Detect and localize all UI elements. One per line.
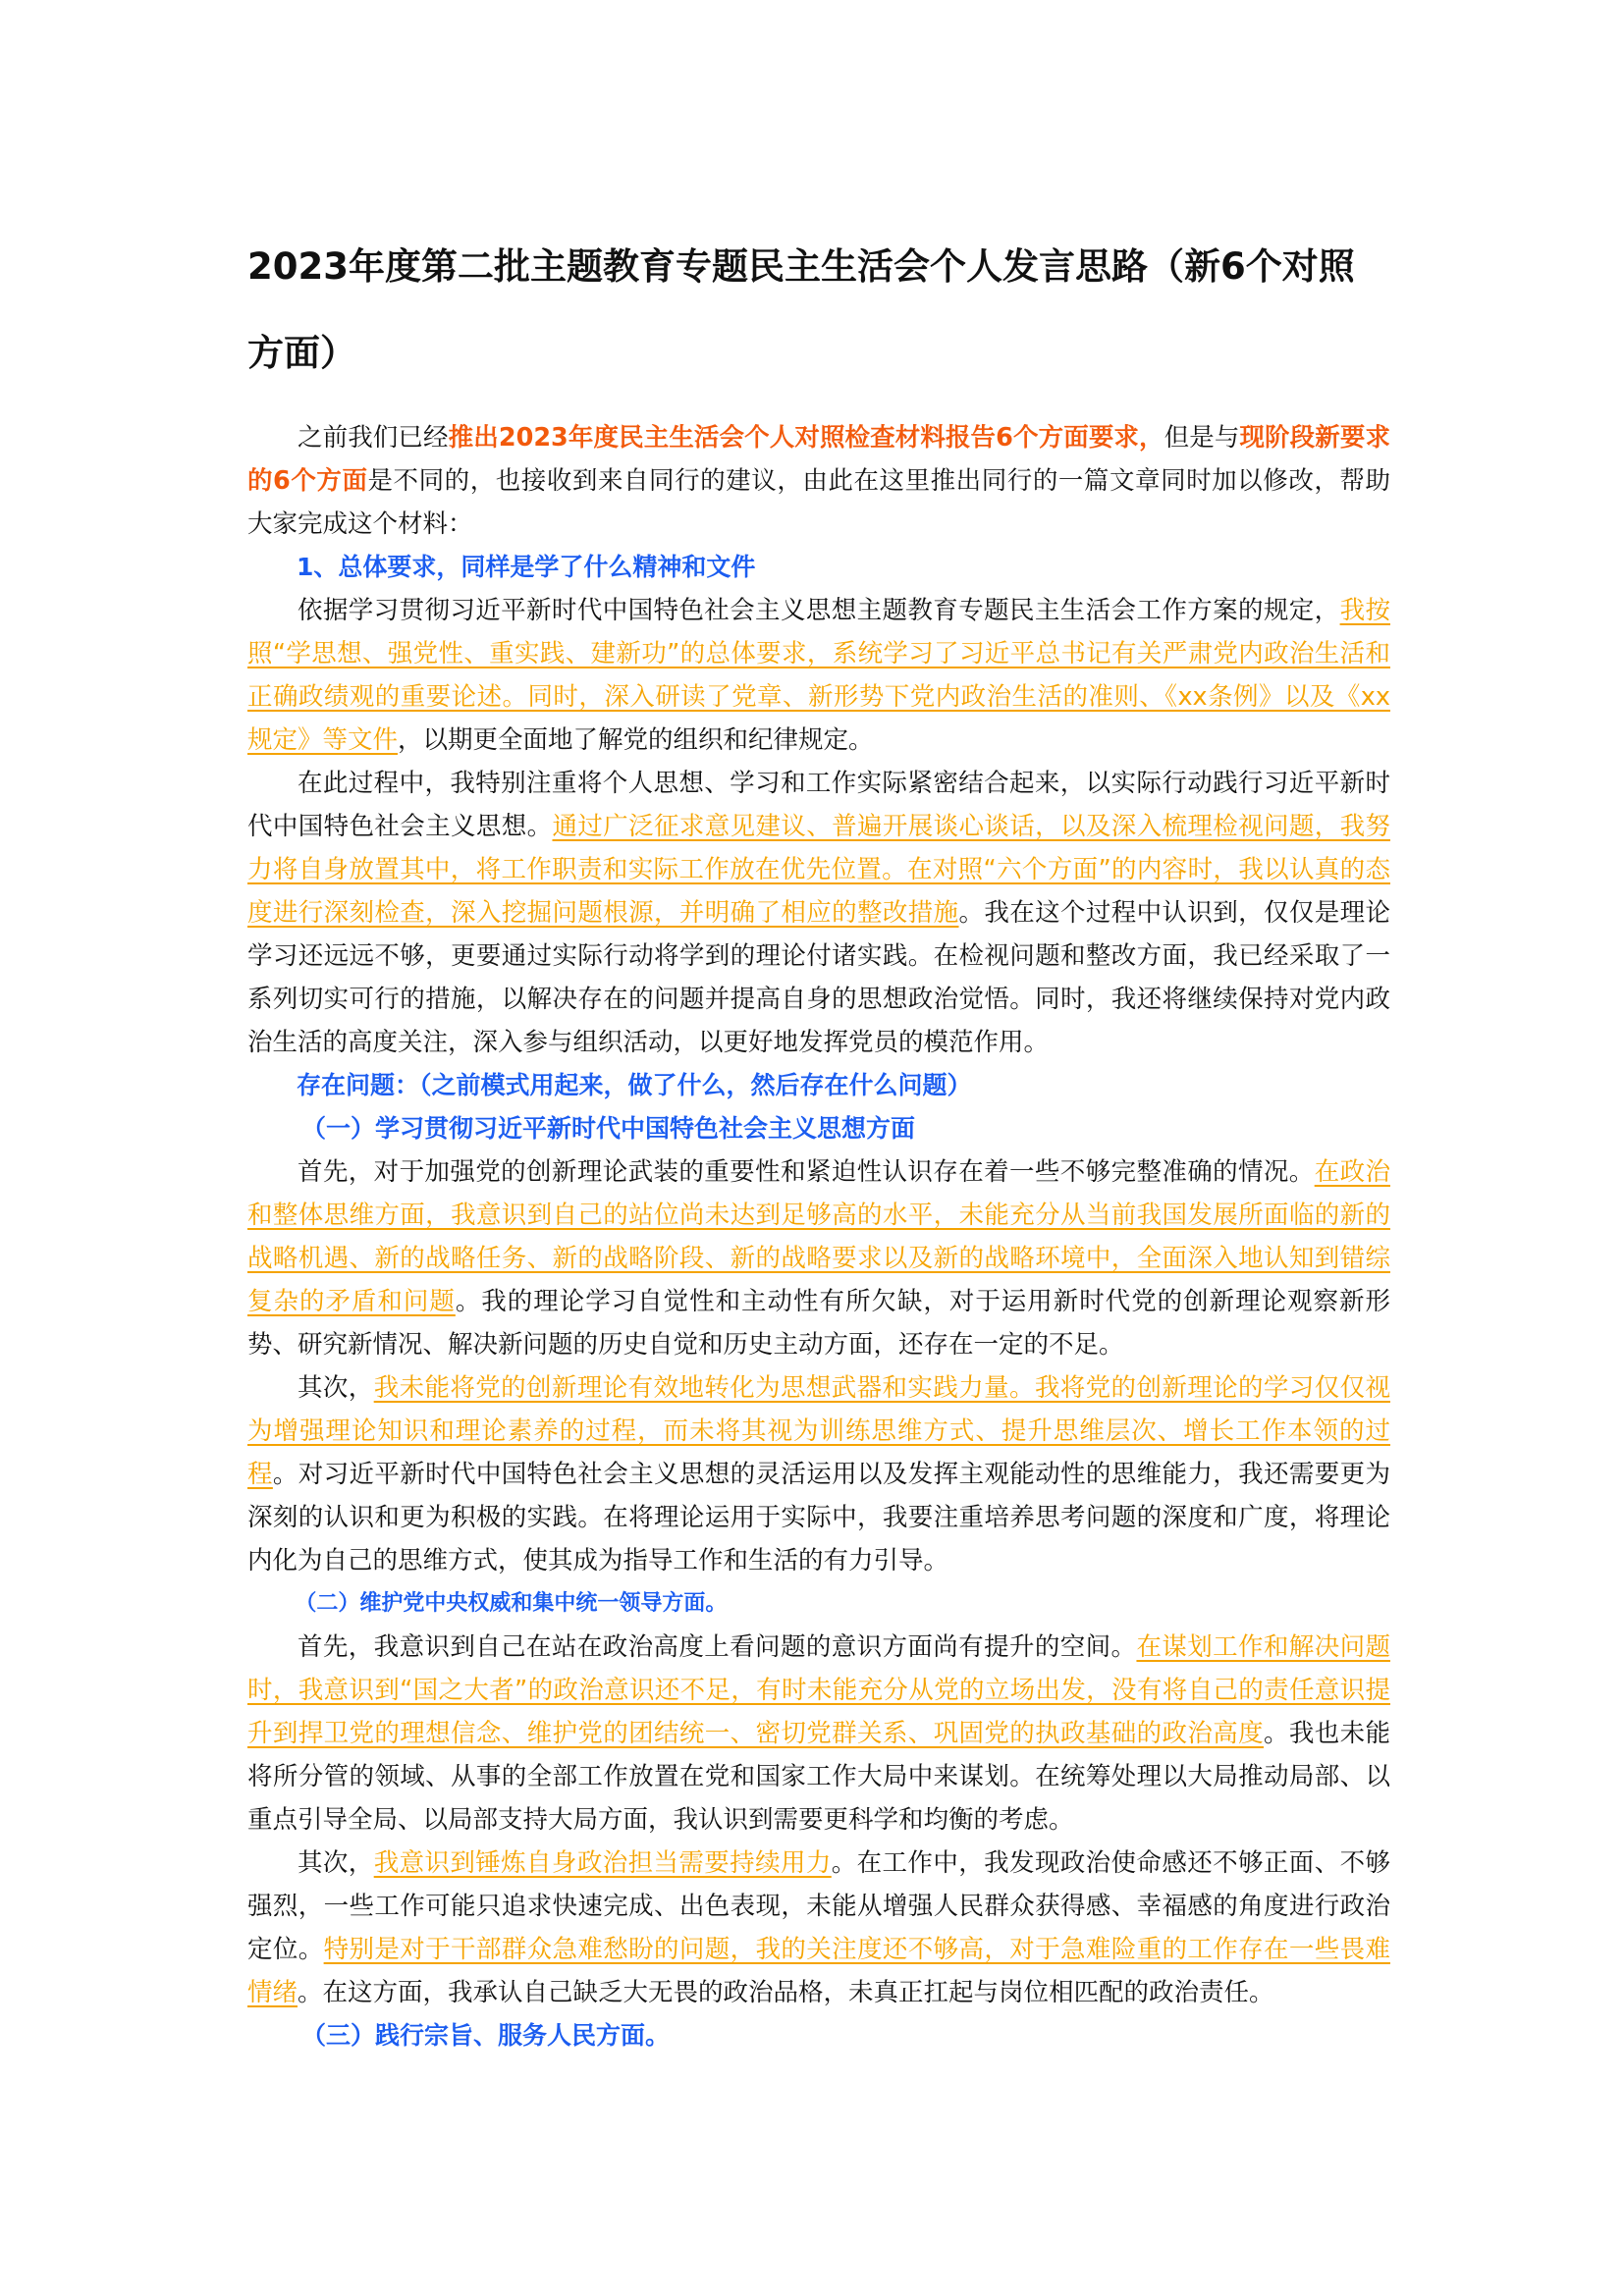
- text-run: 。我的理论学习自觉性和主动性有所欠缺，对于运用新时代党的创新理论观察新形势、研究新情况、解决新问题的历史自觉和历史主动方面，还存在一定的不足。: [247, 1287, 1390, 1360]
- highlighted-text: 我按照“学思想、强党性、重实践、建新功”的总体要求，系统学习了习近平总书记有关严肃党内政治生活和正确政绩观的重要论述。同时，深入研读了党章、新形势下党内政治生活的准则、《xx条例》以及《xx规定》等文件: [247, 596, 1390, 755]
- emphasis-text: 现阶段新要求的6个方面: [247, 423, 1390, 496]
- heading-section-3: [247, 2014, 1390, 2057]
- paragraph: [247, 589, 1390, 762]
- paragraph: [247, 1626, 1390, 1842]
- text-run: （三）践行宗旨、服务人民方面。: [301, 2021, 671, 2050]
- document-title: 2023年度第二批主题教育专题民主生活会个人发言思路（新6个对照方面）: [247, 245, 1355, 374]
- text-run: 在此过程中，我特别注重将个人思想、学习和工作实际紧密结合起来，以实际行动践行习近平新时代中国特色社会主义思想。: [247, 769, 1390, 841]
- heading-existing-problems: [247, 1064, 1390, 1107]
- paragraph: [247, 762, 1390, 1064]
- text-run: 之前我们已经: [298, 423, 449, 453]
- heading-general-requirements: [247, 546, 1390, 589]
- text-run: 1、总体要求，同样是学了什么精神和文件: [297, 553, 756, 581]
- paragraph: [247, 1842, 1390, 2014]
- text-run: 。我在这个过程中认识到，仅仅是理论学习还远远不够，更要通过实际行动将学到的理论付诸实践。在检视问题和整改方面，我已经采取了一系列切实可行的措施，以解决存在的问题并提高自身的思想政治觉悟。同时，我还将继续保持对党内政治生活的高度关注，深入参与组织活动，以更好地发挥党员的模范作用。: [247, 898, 1390, 1057]
- text-run: 首先，对于加强党的创新理论武装的重要性和紧迫性认识存在着一些不够完整准确的情况。: [298, 1157, 1315, 1187]
- text-run: （一）学习贯彻习近平新时代中国特色社会主义思想方面: [301, 1114, 916, 1143]
- text-run: 其次，: [298, 1848, 374, 1878]
- text-run: 。我也未能将所分管的领域、从事的全部工作放置在党和国家工作大局中来谋划。在统筹处理以大局推动局部、以重点引导全局、以局部支持大局方面，我认识到需要更科学和均衡的考虑。: [247, 1719, 1390, 1835]
- text-run: 存在问题：（之前模式用起来，做了什么，然后存在什么问题）: [297, 1071, 972, 1099]
- text-run: 依据学习贯彻习近平新时代中国特色社会主义思想主题教育专题民主生活会工作方案的规定，: [298, 596, 1340, 625]
- highlighted-text: 特别是对于干部群众急难愁盼的问题，我的关注度还不够高，对于急难险重的工作存在一些畏难情绪: [247, 1935, 1390, 2007]
- document-body: [247, 416, 1390, 2057]
- highlighted-text: 在谋划工作和解决问题时，我意识到“国之大者”的政治意识还不足，有时未能充分从党的立场出发，没有将自己的责任意识提升到捍卫党的理想信念、维护党的团结统一、密切党群关系、巩固党的执政基础的政治高度: [247, 1632, 1390, 1748]
- text-run: 。对习近平新时代中国特色社会主义思想的灵活运用以及发挥主观能动性的思维能力，我还需要更为深刻的认识和更为积极的实践。在将理论运用于实际中，我要注重培养思考问题的深度和广度，将理论内化为自己的思维方式，使其成为指导工作和生活的有力引导。: [247, 1460, 1390, 1575]
- text-run: 。在这方面，我承认自己缺乏大无畏的政治品格，未真正扛起与岗位相匹配的政治责任。: [298, 1978, 1274, 2007]
- document-page: [247, 224, 1390, 2057]
- intro-paragraph: [247, 416, 1390, 546]
- text-run: （二）维护党中央权威和集中统一领导方面。: [295, 1591, 728, 1616]
- emphasis-text: 推出2023年度民主生活会个人对照检查材料报告6个方面要求，: [448, 423, 1164, 453]
- heading-section-2: [247, 1582, 1390, 1626]
- heading-section-1: [247, 1107, 1390, 1150]
- highlighted-text: 我意识到锤炼自身政治担当需要持续用力: [373, 1848, 832, 1878]
- text-run: 。在工作中，我发现政治使命感还不够正面、不够强烈，一些工作可能只追求快速完成、出色表现，未能从增强人民群众获得感、幸福感的角度进行政治定位。: [247, 1848, 1390, 1964]
- highlighted-text: 在政治和整体思维方面，我意识到自己的站位尚未达到足够高的水平，未能充分从当前我国发展所面临的新的战略机遇、新的战略任务、新的战略阶段、新的战略要求以及新的战略环境中，全面深入地认知到错综复杂的矛盾和问题: [247, 1157, 1390, 1316]
- paragraph: [247, 1366, 1390, 1582]
- text-run: 首先，我意识到自己在站在政治高度上看问题的意识方面尚有提升的空间。: [298, 1632, 1137, 1662]
- paragraph: [247, 1150, 1390, 1366]
- text-run: 是不同的，也接收到来自同行的建议，由此在这里推出同行的一篇文章同时加以修改，帮助大家完成这个材料：: [247, 466, 1390, 539]
- highlighted-text: 通过广泛征求意见建议、普遍开展谈心谈话，以及深入梳理检视问题，我努力将自身放置其中，将工作职责和实际工作放在优先位置。在对照“六个方面”的内容时，我以认真的态度进行深刻检查，深入挖掘问题根源，并明确了相应的整改措施: [247, 812, 1390, 928]
- highlighted-text: 我未能将党的创新理论有效地转化为思想武器和实践力量。我将党的创新理论的学习仅仅视为增强理论知识和理论素养的过程，而未将其视为训练思维方式、提升思维层次、增长工作本领的过程: [247, 1373, 1390, 1489]
- text-run: ，以期更全面地了解党的组织和纪律规定。: [398, 725, 874, 755]
- text-run: 其次，: [298, 1373, 374, 1403]
- text-run: 但是与: [1164, 423, 1240, 453]
